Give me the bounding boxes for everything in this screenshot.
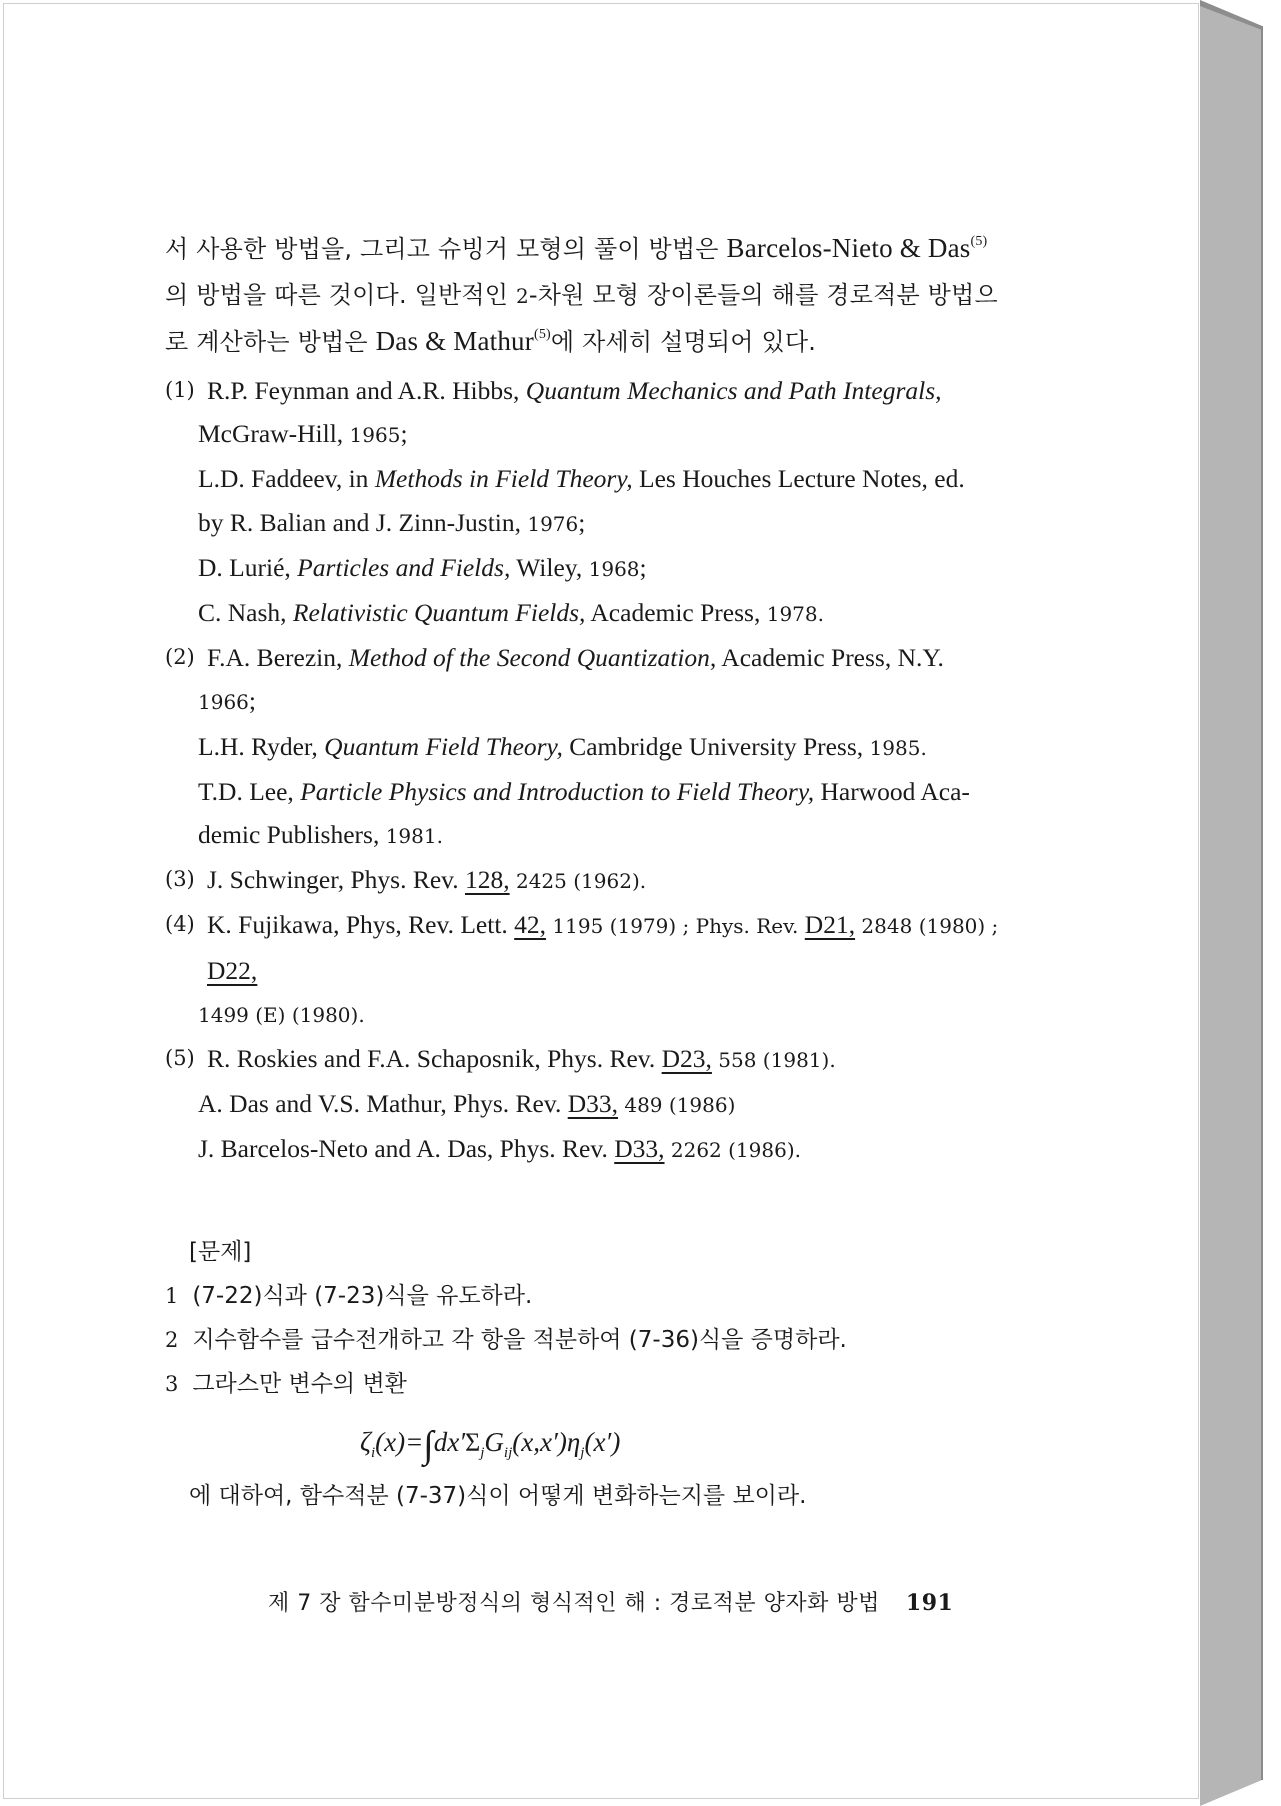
reference-2-line: L.H. Ryder, Quantum Field Theory, Cambridge University Press, 1985. [198,731,927,761]
reference-2-line: 1966; [198,686,256,716]
reference-5: (5) R. Roskies and F.A. Schaposnik, Phys. Rev. D23, 558 (1981). [165,1044,836,1074]
reference-1-line: L.D. Faddeev, in Methods in Field Theory, Les Houches Lecture Notes, ed. [198,464,965,494]
reference-4: (4) K. Fujikawa, Phys, Rev. Lett. 42, 1195 (1979) ; Phys. Rev. D21, 2848 (1980) ; D22, [165,910,999,985]
reference-1-line: C. Nash, Relativistic Quantum Fields, Academic Press, 1978. [198,598,824,628]
page-edge-shadow [1190,0,1281,1806]
grassmann-transform-formula: $\zeta_i(x)=\int dx'\Sigma_jG_{ij}(x,x')\eta_j(x')$ [360,1424,621,1466]
page-footer [268,1586,953,1617]
reference-2-line: demic Publishers, 1981. [198,820,443,850]
problems-title: [문제] [189,1239,252,1265]
problems-section [165,1230,1025,1518]
reference-2-line: T.D. Lee, Particle Physics and Introduction to Field Theory, Harwood Aca- [198,776,970,806]
reference-1-line: D. Lurié, Particles and Fields, Wiley, 1968; [198,552,647,582]
problem-3-continuation: 에 대하여, 함수적분 (7-37)식이 어떻게 변화하는지를 보이라. [189,1483,807,1509]
page-number: 191 [905,1590,954,1616]
reference-5-line: A. Das and V.S. Mathur, Phys. Rev. D33, 489 (1986) [198,1089,736,1119]
reference-4-line: 1499 (E) (1980). [198,1002,365,1027]
chapter-title: 제 7 장 함수미분방정식의 형식적인 해 : 경로적분 양자화 방법 [268,1591,880,1616]
reference-2: (2) F.A. Berezin, Method of the Second Quantization, Academic Press, N.Y. [165,643,944,673]
intro-paragraph: 서 사용한 방법을, 그리고 슈빙거 모형의 풀이 방법은 Barcelos-Nieto & Das$^{(5)}$ 의 방법을 따른 것이다. 일반적인 2-차원 모형 장이론들의 해를 경로적분 방법으 로 계산하는 방법은 Das & Mathur$^{(5)}$에 자세히 설명되어 있다. [165,233,998,356]
references-list [165,369,1025,1173]
problem-3: 3 그라스만 변수의 변환 [165,1371,407,1397]
reference-1: (1) R.P. Feynman and A.R. Hibbs, Quantum Mechanics and Path Integrals, [165,376,942,405]
problem-2: 2 지수함수를 급수전개하고 각 항을 적분하여 (7-36)식을 증명하라. [165,1327,847,1353]
reference-5-line: J. Barcelos-Neto and A. Das, Phys. Rev. D33, 2262 (1986). [198,1134,801,1164]
reference-1-line: by R. Balian and J. Zinn-Justin, 1976; [198,507,586,537]
problem-1: 1 (7-22)식과 (7-23)식을 유도하라. [165,1283,533,1309]
reference-3: (3) J. Schwinger, Phys. Rev. 128, 2425 (1962). [165,865,647,895]
reference-1-line: McGraw-Hill, 1965; [198,419,408,449]
main-text [165,226,1025,1173]
